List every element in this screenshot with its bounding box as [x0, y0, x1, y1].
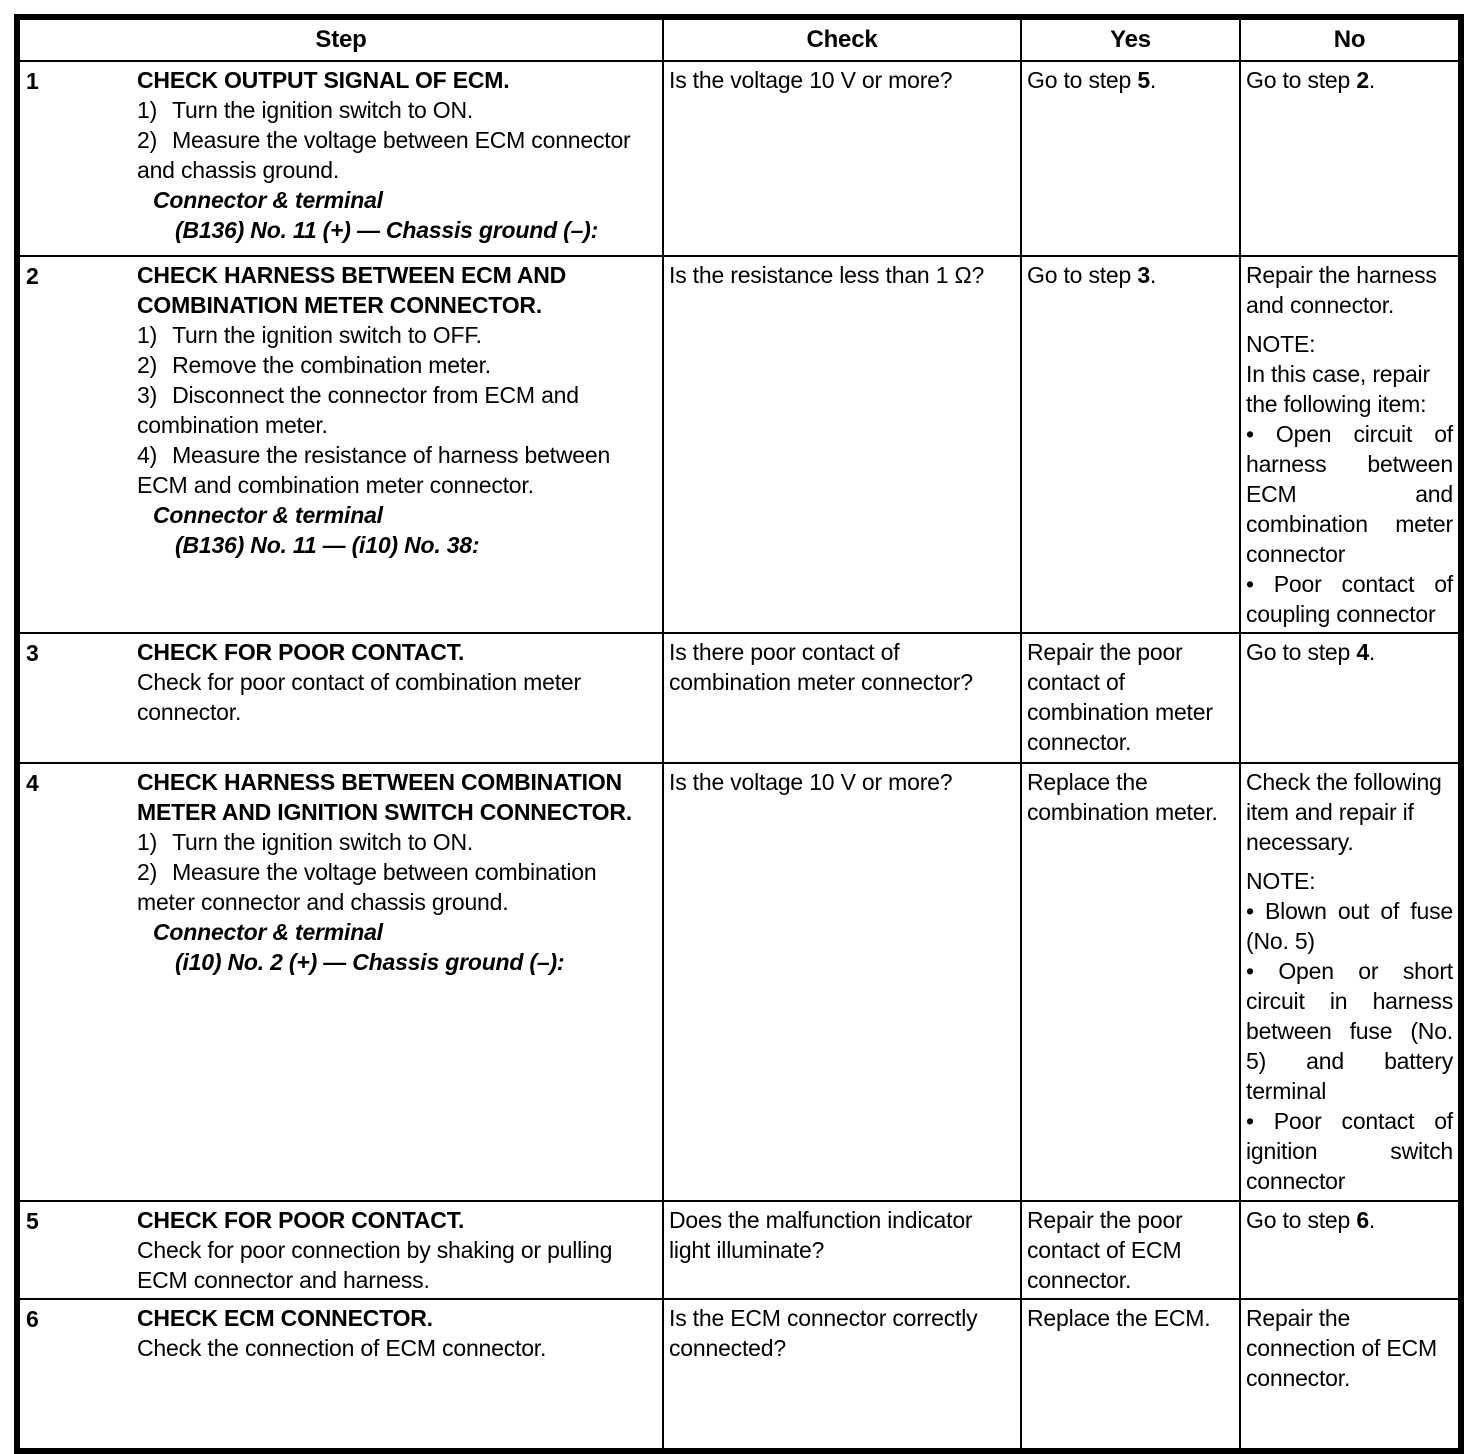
no-cell	[1240, 256, 1461, 633]
goto-step-ref: 3	[1137, 262, 1150, 288]
header-check: Check	[663, 17, 1021, 61]
instruction-number: 1)	[137, 829, 158, 855]
check-cell: Is the resistance less than 1 Ω?	[663, 256, 1021, 633]
check-cell: Is the ECM connector correctly connected?	[663, 1299, 1021, 1451]
yes-cell	[1021, 256, 1240, 633]
yes-cell: Repair the poor contact of combination meter connector.	[1021, 633, 1240, 763]
table-row-step-1	[17, 61, 1461, 256]
step-title: CHECK FOR POOR CONTACT.	[137, 1207, 465, 1233]
goto-suffix: .	[1149, 262, 1157, 288]
table-row-step-3	[17, 633, 1461, 763]
no-cell	[1240, 633, 1461, 763]
table-row-step-2	[17, 256, 1461, 633]
connector-terminal-value: (B136) No. 11 — (i10) No. 38:	[175, 532, 480, 558]
step-cell	[17, 256, 663, 633]
step-title: CHECK FOR POOR CONTACT.	[137, 639, 465, 665]
yes-cell	[1021, 61, 1240, 256]
goto-prefix: Go to step	[1027, 67, 1138, 93]
goto-suffix: .	[1368, 639, 1376, 665]
no-action-text: Repair the harness and connector.	[1246, 262, 1437, 318]
goto-suffix: .	[1368, 67, 1376, 93]
no-cell	[1240, 1201, 1461, 1299]
step-body	[137, 637, 657, 727]
note-bullet: • Poor contact of coupling connector	[1246, 571, 1453, 627]
no-action-text: Check the following item and repair if necessary.	[1246, 769, 1442, 855]
yes-cell: Replace the combination meter.	[1021, 763, 1240, 1201]
no-cell	[1240, 61, 1461, 256]
instruction-text: Turn the ignition switch to OFF.	[172, 322, 482, 348]
goto-step-text	[1027, 260, 1234, 290]
instruction-text: Turn the ignition switch to ON.	[172, 97, 474, 123]
header-yes: Yes	[1021, 17, 1240, 61]
check-cell: Is the voltage 10 V or more?	[663, 763, 1021, 1201]
step-body	[137, 260, 657, 560]
table-row-step-4	[17, 763, 1461, 1201]
goto-step-text	[1246, 637, 1453, 667]
goto-prefix: Go to step	[1246, 1207, 1357, 1233]
step-cell	[17, 763, 663, 1201]
instruction-text: Disconnect the connector from ECM and combination meter.	[137, 382, 579, 438]
connector-terminal-value: (i10) No. 2 (+) — Chassis ground (–):	[175, 949, 565, 975]
connector-terminal-label: Connector & terminal	[153, 919, 383, 945]
goto-suffix: .	[1368, 1207, 1376, 1233]
step-instruction	[137, 827, 657, 857]
table-header-row	[17, 17, 1461, 61]
instruction-text: Measure the resistance of harness between ECM and combination meter connector.	[137, 442, 611, 498]
note-label: NOTE:	[1246, 868, 1316, 894]
header-step: Step	[17, 17, 663, 61]
goto-step-ref: 4	[1356, 639, 1369, 665]
instruction-number: 1)	[137, 97, 158, 123]
instruction-number: 2)	[137, 859, 158, 885]
instruction-text: Measure the voltage between ECM connector and chassis ground.	[137, 127, 631, 183]
instruction-text: Turn the ignition switch to ON.	[172, 829, 474, 855]
goto-step-text	[1246, 65, 1453, 95]
instruction-number: 1)	[137, 322, 158, 348]
step-description: Check for poor contact of combination meter connector.	[137, 669, 581, 725]
step-description: Check for poor connection by shaking or pulling ECM connector and harness.	[137, 1237, 613, 1293]
step-body	[137, 65, 657, 245]
no-cell: Repair the connection of ECM connector.	[1240, 1299, 1461, 1451]
step-number: 3	[26, 640, 39, 666]
step-cell	[17, 1299, 663, 1451]
goto-prefix: Go to step	[1246, 639, 1357, 665]
goto-step-text	[1027, 65, 1234, 95]
step-number: 6	[26, 1306, 39, 1332]
step-instruction	[137, 857, 657, 917]
step-instruction	[137, 350, 657, 380]
note-bullet: • Blown out of fuse (No. 5)	[1246, 898, 1453, 954]
step-body	[137, 1205, 657, 1295]
connector-terminal-value: (B136) No. 11 (+) — Chassis ground (–):	[175, 217, 599, 243]
step-cell	[17, 61, 663, 256]
no-cell	[1240, 763, 1461, 1201]
step-instruction	[137, 320, 657, 350]
yes-cell: Replace the ECM.	[1021, 1299, 1240, 1451]
table-row-step-5	[17, 1201, 1461, 1299]
step-description: Check the connection of ECM connector.	[137, 1335, 547, 1361]
note-bullet: • Open or short circuit in harness between fuse (No. 5) and battery terminal	[1246, 958, 1453, 1104]
step-instruction	[137, 440, 657, 500]
step-instruction	[137, 95, 657, 125]
table-row-step-6	[17, 1299, 1461, 1451]
step-number: 4	[26, 770, 39, 796]
step-body	[137, 767, 657, 977]
instruction-text: Remove the combination meter.	[172, 352, 491, 378]
goto-step-ref: 5	[1137, 67, 1150, 93]
note-bullet: • Poor contact of ignition switch connector	[1246, 1108, 1453, 1194]
goto-step-ref: 6	[1356, 1207, 1369, 1233]
note-bullet: • Open circuit of harness between ECM and combination meter connector	[1246, 421, 1453, 567]
instruction-number: 2)	[137, 127, 158, 153]
goto-prefix: Go to step	[1246, 67, 1357, 93]
check-cell: Is there poor contact of combination meter connector?	[663, 633, 1021, 763]
goto-step-text	[1246, 1205, 1453, 1235]
step-body	[137, 1303, 657, 1363]
check-cell: Is the voltage 10 V or more?	[663, 61, 1021, 256]
yes-cell: Repair the poor contact of ECM connector.	[1021, 1201, 1240, 1299]
step-title: CHECK HARNESS BETWEEN ECM AND COMBINATION METER CONNECTOR.	[137, 262, 567, 318]
connector-terminal-label: Connector & terminal	[153, 502, 383, 528]
step-title: CHECK HARNESS BETWEEN COMBINATION METER AND IGNITION SWITCH CONNECTOR.	[137, 769, 632, 825]
instruction-number: 4)	[137, 442, 158, 468]
header-no: No	[1240, 17, 1461, 61]
step-title: CHECK OUTPUT SIGNAL OF ECM.	[137, 67, 510, 93]
check-cell: Does the malfunction indicator light illuminate?	[663, 1201, 1021, 1299]
instruction-number: 3)	[137, 382, 158, 408]
diagnostic-table	[14, 14, 1464, 1454]
note-label: NOTE:	[1246, 331, 1316, 357]
step-cell	[17, 633, 663, 763]
step-number: 2	[26, 263, 39, 289]
step-cell	[17, 1201, 663, 1299]
step-instruction	[137, 125, 657, 185]
goto-step-ref: 2	[1356, 67, 1369, 93]
step-number: 5	[26, 1208, 39, 1234]
step-number: 1	[26, 68, 39, 94]
connector-terminal-label: Connector & terminal	[153, 187, 383, 213]
instruction-text: Measure the voltage between combination meter connector and chassis ground.	[137, 859, 597, 915]
instruction-number: 2)	[137, 352, 158, 378]
step-instruction	[137, 380, 657, 440]
note-intro: In this case, repair the following item:	[1246, 361, 1430, 417]
step-title: CHECK ECM CONNECTOR.	[137, 1305, 433, 1331]
goto-suffix: .	[1149, 67, 1157, 93]
goto-prefix: Go to step	[1027, 262, 1138, 288]
